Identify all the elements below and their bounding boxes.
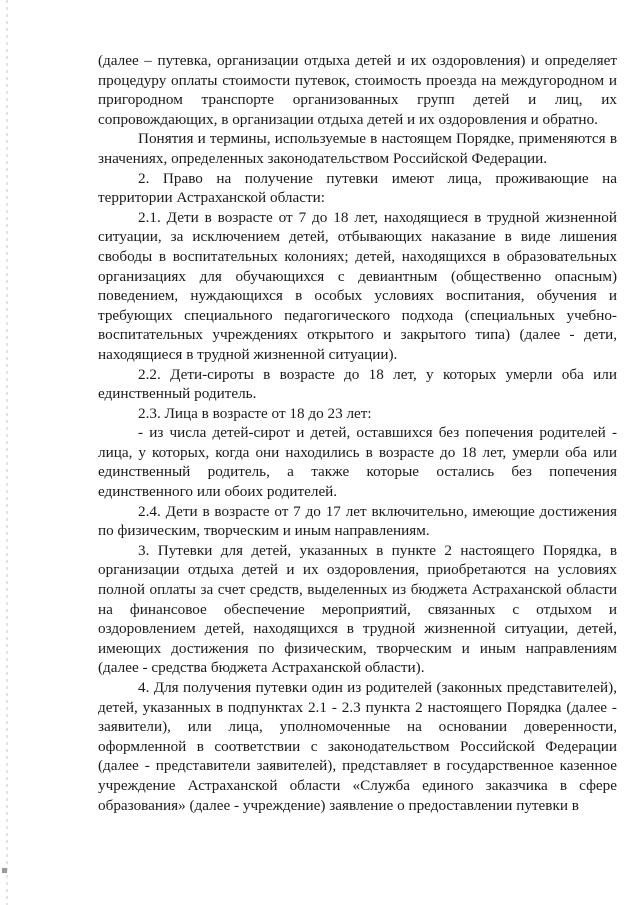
scan-edge-artifact [6, 0, 8, 905]
paragraph-item-2-1: 2.1. Дети в возрасте от 7 до 18 лет, находящиеся в трудной жизненной ситуации, за исключением детей, отбывающих наказание в виде лишения свободы в воспитательных колониях; детей, находящихся в образовательных организациях для обучающихся с девиантным (общественно опасным) поведением, нуждающихся в особых условиях воспитания, обучения и требующих специального педагогического подхода (специальных учебно-воспитательных учреждениях открытого и закрытого типа) (далее - дети, находящиеся в трудной жизненной ситуации). [98, 208, 617, 363]
paragraph-intro-continued: (далее – путевка, организации отдыха детей и их оздоровления) и определяет процедуру оплаты стоимости путевок, стоимость проезда на междугородном и пригородном транспорте организованных групп детей и лиц, их сопровождающих, в организации отдыха детей и их оздоровления и обратно. [98, 52, 617, 128]
paragraph-terms: Понятия и термины, используемые в настоящем Порядке, применяются в значениях, определенных законодательством Российской Федерации. [98, 130, 617, 167]
paragraph-item-2-2: 2.2. Дети-сироты в возрасте до 18 лет, у которых умерли оба или единственный родитель. [98, 365, 617, 403]
document-body [98, 51, 617, 815]
paragraph-item-3: 3. Путевки для детей, указанных в пункте 2 настоящего Порядка, в организации отдыха детей и их оздоровления, приобретаются на условиях полной оплаты за счет средств, выделенных из бюджета Астраханской области на финансовое обеспечение мероприятий, связанных с отдыхом и оздоровлением детей, находящихся в трудной жизненной ситуации, детей, имеющих достижения по физическим, творческим и иным направлениям (далее - средства бюджета Астраханской области). [98, 541, 617, 677]
paragraph-item-4: 4. Для получения путевки один из родителей (законных представителей), детей, указанных в подпунктах 2.1 - 2.3 пункта 2 настоящего Порядка (далее - заявители), или лица, уполномоченные на основании доверенности, оформленной в соответствии с законодательством Российской Федерации (далее - представители заявителей), представляет в государственное казенное учреждение Астраханской области «Служба единого заказчика в сфере образования» (далее - учреждение) заявление о предоставлении путевки в [98, 679, 617, 814]
paragraph-item-2: 2. Право на получение путевки имеют лица, проживающие на территории Астраханской области: [98, 169, 617, 207]
paragraph-item-2-3-detail: - из числа детей-сирот и детей, оставшихся без попечения родителей - лица, у которых, когда они находились в возрасте до 18 лет, умерли оба или единственный родитель, а также которые остались без попечения единственного или обоих родителей. [98, 424, 617, 501]
scan-mark [2, 868, 7, 873]
paragraph-item-2-3: 2.3. Лица в возрасте от 18 до 23 лет: [138, 404, 372, 422]
paragraph-item-2-4: 2.4. Дети в возрасте от 7 до 17 лет включительно, имеющие достижения по физическим, творческим и иным направлениям. [98, 502, 617, 540]
